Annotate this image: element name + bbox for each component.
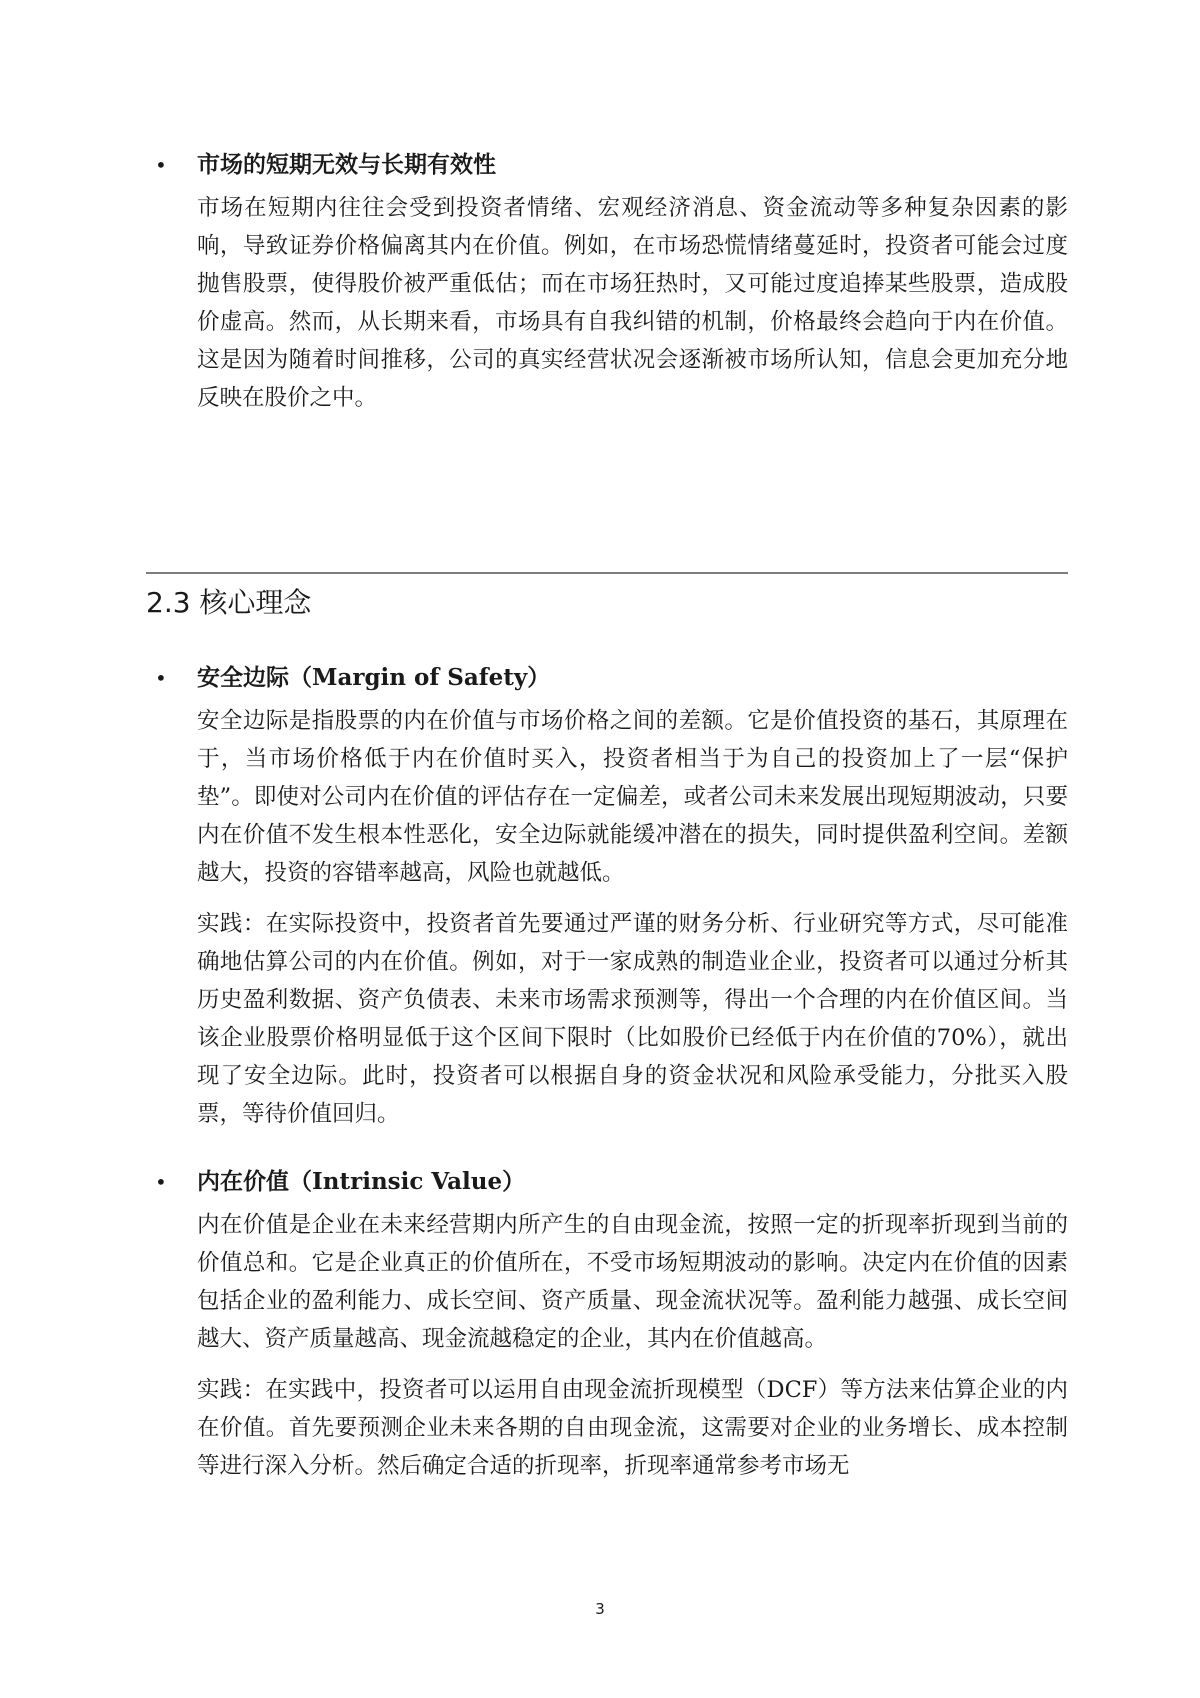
heading-text: 内在价值（Intrinsic Value） [197, 1168, 526, 1195]
bullet-heading-margin-of-safety [155, 661, 1068, 695]
page-number: 3 [595, 1600, 605, 1618]
paragraph-intrinsic-practice: 实践：在实践中，投资者可以运用自由现金流折现模型（DCF）等方法来估算企业的内在价值。首先要预测企业未来各期的自由现金流，这需要对企业的业务增长、成本控制等进行深入分析。然后确定合适的折现率，折现率通常参考市场无 [197, 1377, 1068, 1479]
bullet-marker: • [155, 666, 167, 690]
paragraph-market-efficiency: 市场在短期内往往会受到投资者情绪、宏观经济消息、资金流动等多种复杂因素的影响，导致证券价格偏离其内在价值。例如，在市场恐慌情绪蔓延时，投资者可能会过度抛售股票，使得股价被严重低估；而在市场狂热时，又可能过度追捧某些股票，造成股价虚高。然而，从长期来看，市场具有自我纠错的机制，价格最终会趋向于内在价值。这是因为随着时间推移，公司的真实经营状况会逐渐被市场所认知，信息会更加充分地反映在股价之中。 [197, 195, 1068, 411]
bullet-heading-intrinsic-value [155, 1165, 1068, 1199]
section-divider [146, 572, 1068, 574]
bullet-marker: • [155, 1170, 167, 1194]
paragraph-intrinsic-definition: 内在价值是企业在未来经营期内所产生的自由现金流，按照一定的折现率折现到当前的价值总和。它是企业真正的价值所在，不受市场短期波动的影响。决定内在价值的因素包括企业的盈利能力、成长空间、资产质量、现金流状况等。盈利能力越强、成长空间越大、资产质量越高、现金流越稳定的企业，其内在价值越高。 [197, 1212, 1068, 1352]
bullet-margin-of-safety [155, 661, 1068, 1133]
paragraph-margin-practice: 实践：在实际投资中，投资者首先要通过严谨的财务分析、行业研究等方式，尽可能准确地估算公司的内在价值。例如，对于一家成熟的制造业企业，投资者可以通过分析其历史盈利数据、资产负债表、未来市场需求预测等，得出一个合理的内在价值区间。当该企业股票价格明显低于这个区间下限时（比如股价已经低于内在价值的70%），就出现了安全边际。此时，投资者可以根据自身的资金状况和风险承受能力，分批买入股票，等待价值回归。 [197, 911, 1068, 1127]
heading-text: 安全边际（Margin of Safety） [197, 664, 551, 691]
bullet-heading-market-efficiency [155, 148, 1068, 182]
section-title-core-concepts: 2.3 核心理念 [146, 586, 312, 619]
heading-text: 市场的短期无效与长期有效性 [197, 151, 496, 178]
paragraph-margin-definition: 安全边际是指股票的内在价值与市场价格之间的差额。它是价值投资的基石，其原理在于，当市场价格低于内在价值时买入，投资者相当于为自己的投资加上了一层“保护垫”。即使对公司内在价值的评估存在一定偏差，或者公司未来发展出现短期波动，只要内在价值不发生根本性恶化，安全边际就能缓冲潜在的损失，同时提供盈利空间。差额越大，投资的容错率越高，风险也就越低。 [197, 708, 1068, 886]
bullet-market-efficiency [155, 148, 1068, 417]
bullet-marker: • [155, 153, 167, 177]
bullet-intrinsic-value [155, 1165, 1068, 1485]
